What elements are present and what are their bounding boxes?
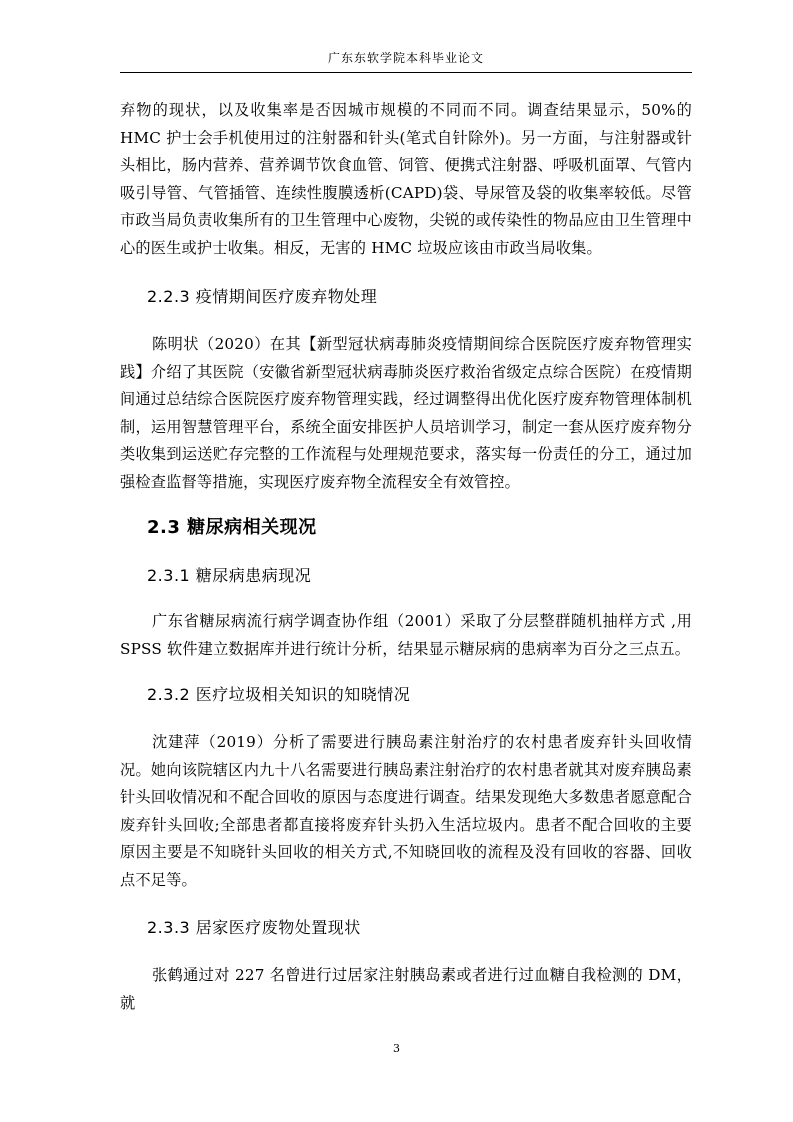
paragraph-intro: 弃物的现状，以及收集率是否因城市规模的不同而不同。调查结果显示，50%的 HMC 护士会手机使用过的注射器和针头(笔式自针除外)。另一方面，与注射器或针头相比，肠内营养、营养调节饮食血管、饲管、便携式注射器、呼吸机面罩、气管内吸引导管、气管插管、连续性腹膜透析(CAPD)袋、导尿管及袋的收集率较低。尽管市政当局负责收集所有的卫生管理中心废物，尖锐的或传染性的物品应由卫生管理中心的医生或护士收集。相反，无害的 HMC 垃圾应该由市政当局收集。 <box>120 101 692 257</box>
header-divider <box>120 72 692 73</box>
page-number: 3 <box>393 1042 400 1055</box>
paragraph-2-3-3: 张鹤通过对 227 名曾进行过居家注射胰岛素或者进行过血糖自我检测的 DM，就 <box>120 966 692 1012</box>
paragraph-2-2-3: 陈明状（2020）在其【新型冠状病毒肺炎疫情期间综合医院医疗废弃物管理实践】介绍了其医院（安徽省新型冠状病毒肺炎医疗救治省级定点综合医院）在疫情期间通过总结综合医院医疗废弃物管理实践，经过调整得出优化医疗废弃物管理体制机制，运用智慧管理平台，系统全面安排医护人员培训学习，制定一套从医疗废弃物分类收集到运送贮存完整的工作流程与处理规范要求，落实每一份责任的分工，通过加强检查监督等措施，实现医疗废弃物全流程安全有效管控。 <box>120 335 692 491</box>
paragraph-2-3-1: 广东省糖尿病流行病学调查协作组（2001）采取了分层整群随机抽样方式 ,用 SPSS 软件建立数据库并进行统计分析，结果显示糖尿病的患病率为百分之三点五。 <box>120 612 692 658</box>
section-heading-2-2-3: 2.2.3 疫情期间医疗废弃物处理 <box>147 287 378 306</box>
section-heading-2-3-1: 2.3.1 糖尿病患病现况 <box>147 566 312 585</box>
section-heading-2-3: 2.3 糖尿病相关现况 <box>147 517 317 538</box>
paragraph-2-3-2: 沈建萍（2019）分析了需要进行胰岛素注射治疗的农村患者废弃针头回收情况。她向该院辖区内九十八名需要进行胰岛素注射治疗的农村患者就其对废弃胰岛素针头回收情况和不配合回收的原因与态度进行调查。结果发现绝大多数患者愿意配合废弃针头回收;全部患者都直接将废弃针头扔入生活垃圾内。患者不配合回收的主要原因主要是不知晓针头回收的相关方式,不知晓回收的流程及没有回收的容器、回收点不足等。 <box>120 733 692 889</box>
section-heading-2-3-2: 2.3.2 医疗垃圾相关知识的知晓情况 <box>147 685 411 704</box>
page-content <box>120 97 692 1017</box>
section-heading-2-3-3: 2.3.3 居家医疗废物处置现状 <box>147 918 361 937</box>
running-header: 广东东软学院本科毕业论文 <box>327 51 484 65</box>
